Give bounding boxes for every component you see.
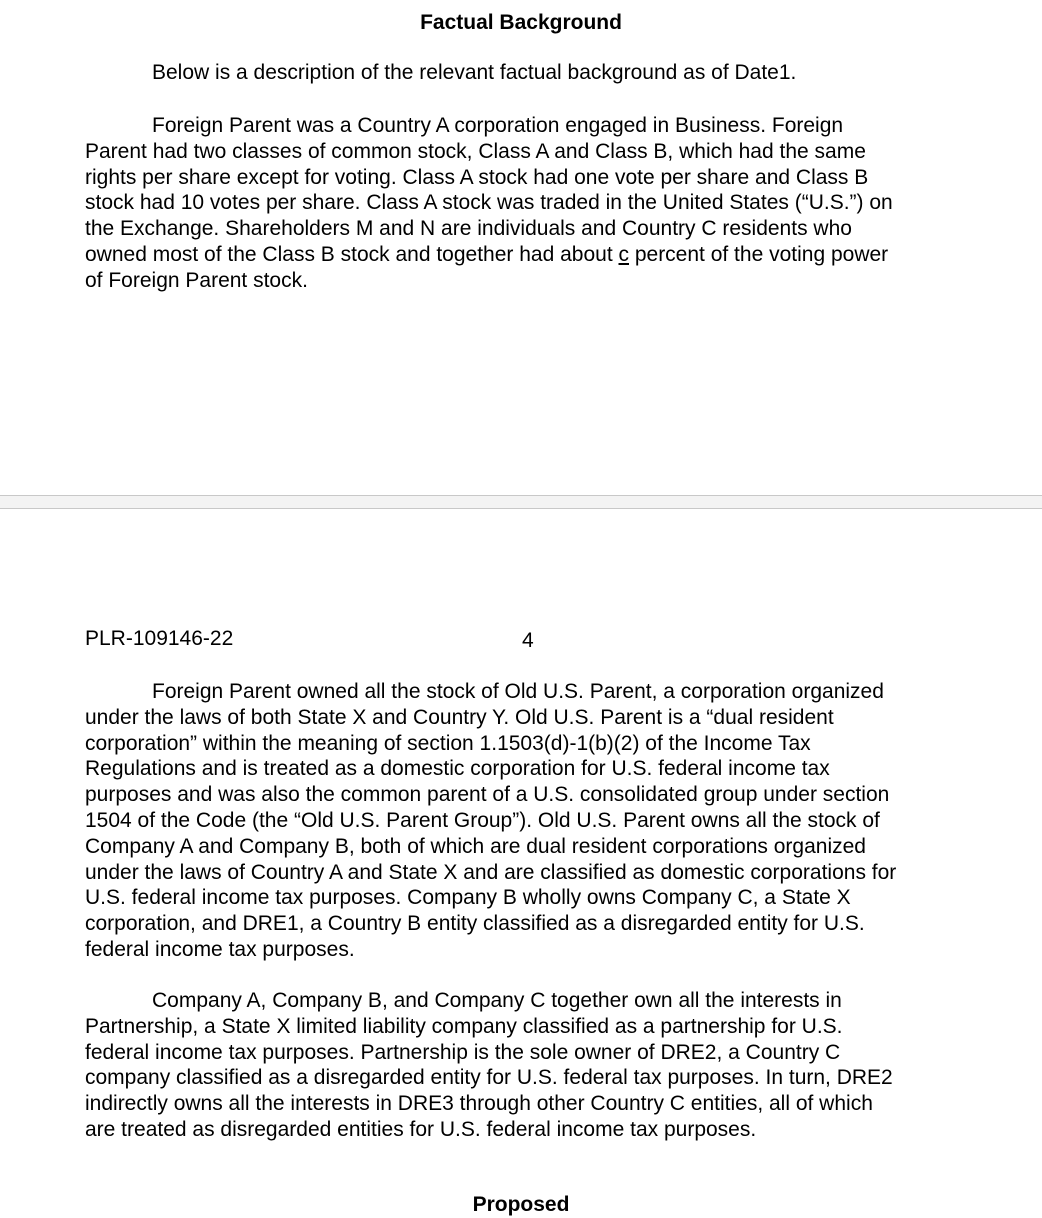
underlined-variable: c xyxy=(618,242,629,266)
text-line: Foreign Parent owned all the stock of Old U.S. Parent, a corporation organized xyxy=(152,680,884,703)
text-line: the Exchange. Shareholders M and N are individuals and Country C residents who xyxy=(85,217,852,241)
section-heading-factual-background: Factual Background xyxy=(420,11,622,34)
text-line: Company A, Company B, and Company C together own all the interests in xyxy=(152,989,842,1012)
text-line: federal income tax purposes. Partnership is the sole owner of DRE2, a Country C xyxy=(85,1040,841,1064)
text-line: U.S. federal income tax purposes. Company B wholly owns Company C, a State X xyxy=(85,886,851,910)
text-line: rights per share except for voting. Class A stock had one vote per share and Class B xyxy=(85,165,869,189)
text-line: Parent had two classes of common stock, Class A and Class B, which had the same xyxy=(85,139,866,163)
paragraph-foreign-parent xyxy=(85,113,965,294)
intro-paragraph xyxy=(85,60,965,86)
page-separator xyxy=(0,495,1042,509)
text-line: under the laws of both State X and Country Y. Old U.S. Parent is a “dual resident xyxy=(85,705,834,729)
section-heading-proposed-partial: Proposed xyxy=(472,1193,570,1216)
text-line: Partnership, a State X limited liability company classified as a partnership for U.S. xyxy=(85,1014,843,1038)
text-line: Foreign Parent was a Country A corporation engaged in Business. Foreign xyxy=(152,114,844,137)
page-number: 4 xyxy=(522,629,534,652)
document-page-top xyxy=(0,0,1042,495)
text-line: under the laws of Country A and State X and are classified as domestic corporations for xyxy=(85,860,897,884)
text-line: company classified as a disregarded entity for U.S. federal tax purposes. In turn, DRE2 xyxy=(85,1066,893,1090)
paragraph-old-us-parent xyxy=(85,679,965,963)
text-fragment: percent of the voting power xyxy=(629,242,889,266)
text-line xyxy=(85,242,965,268)
text-line: corporation” within the meaning of section 1.1503(d)-1(b)(2) of the Income Tax xyxy=(85,731,811,755)
intro-line: Below is a description of the relevant factual background as of Date1. xyxy=(152,61,797,84)
text-line: federal income tax purposes. xyxy=(85,937,355,961)
text-line: Company A and Company B, both of which are dual resident corporations organized xyxy=(85,834,866,858)
text-line: corporation, and DRE1, a Country B entity classified as a disregarded entity for U.S. xyxy=(85,912,865,936)
text-fragment: owned most of the Class B stock and together had about xyxy=(85,242,619,266)
text-line: 1504 of the Code (the “Old U.S. Parent Group”). Old U.S. Parent owns all the stock of xyxy=(85,808,880,832)
text-line: purposes and was also the common parent of a U.S. consolidated group under section xyxy=(85,783,890,807)
text-line: of Foreign Parent stock. xyxy=(85,268,308,292)
document-page-bottom xyxy=(0,509,1042,1216)
text-line: are treated as disregarded entities for U.S. federal income tax purposes. xyxy=(85,1117,757,1141)
ruling-number-header: PLR-109146-22 xyxy=(85,627,234,650)
text-line: stock had 10 votes per share. Class A stock was traded in the United States (“U.S.”) on xyxy=(85,191,893,215)
text-line: indirectly owns all the interests in DRE3 through other Country C entities, all of which xyxy=(85,1092,873,1116)
paragraph-partnership xyxy=(85,988,965,1143)
text-line: Regulations and is treated as a domestic corporation for U.S. federal income tax xyxy=(85,757,830,781)
